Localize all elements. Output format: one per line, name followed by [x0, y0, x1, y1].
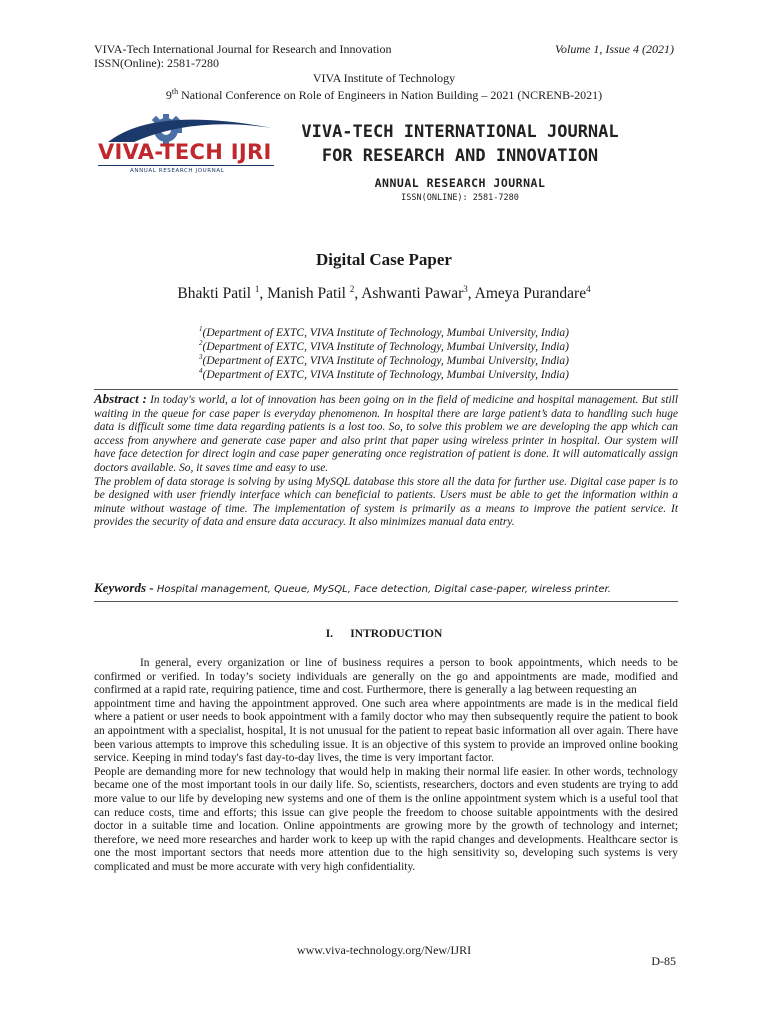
author-list: Bhakti Patil $^1$, Manish Patil $^2$, Ashwanti Pawar$^3$, Ameya Purandare$^4$	[177, 284, 591, 303]
page-number: D-85	[651, 954, 676, 968]
affiliation-2: $^2$(Department of EXTC, VIVA Institute of Technology, Mumbai University, India)	[199, 339, 569, 353]
banner-annual: ANNUAL RESEARCH JOURNAL	[374, 176, 546, 190]
keywords	[94, 580, 678, 596]
journal-logo	[94, 112, 278, 184]
affiliation-3: $^3$(Department of EXTC, VIVA Institute of Technology, Mumbai University, India)	[199, 353, 569, 367]
running-header-issn: ISSN(Online): 2581-7280	[94, 56, 219, 70]
logo-divider	[98, 165, 274, 166]
abstract-paragraph-2: The problem of data storage is solving by using MySQL database this store all the data for further use. Digital case paper is to be designed with user friendly interface which can beneficial to patients. Users must be able to get the information within a minute without wastage of time. The implementation of system is primarily as a means to improve the patient service. It provides the security of data and ensure data accuracy. It also minimizes manual data entry.	[94, 475, 678, 529]
affiliation-4: $^4$(Department of EXTC, VIVA Institute of Technology, Mumbai University, India)	[199, 367, 569, 381]
abstract-paragraph-1: In today's world, a lot of innovation has been going on in the field of medicine and hospital management. But still waiting in the queue for case paper is everyday phenomenon. In hospital there are large patient’s data to handling such huge data is difficult some time data regarding patients is a lost too. So, to solve this problem we are developing the app which can access from anywhere and generate case paper and also print that paper using wireless printer in hospital. Our system will have face detection for direct login and case paper generating once registration of patient is done. It will automatically assign doctors available. So, it saves time and easy to use.	[94, 394, 678, 474]
logo-subtext: ANNUAL RESEARCH JOURNAL	[130, 168, 225, 174]
body-paragraph-3: People are demanding more for new technology that would help in making their normal life easier. In other words, technology became one of the most important tools in our daily life. So, scientists, researchers, doctors and even students are trying to add more value to our life by developing new systems and one of them is the online appointment system which is a useful tool that can reduce costs, time and efforts; this issue can give people the freedom to choose suitable appointments with the desired doctor in a suitable time and location. Online appointments are growing more by the growth of technology and internet; therefore, we need more researches and harder work to keep up with the rapid changes and developments. Healthcare sector is one the most important sectors that needs more attention due to the high sensitivity so, developing such systems is very complicated and must be more accurate with very high confidentiality.	[94, 765, 678, 873]
running-header-journal: VIVA-Tech International Journal for Research and Innovation	[94, 42, 392, 56]
banner-line-2: FOR RESEARCH AND INNOVATION	[321, 146, 599, 166]
banner-issn: ISSN(ONLINE): 2581-7280	[401, 193, 519, 203]
logo-text: VIVA-TECH IJRI	[98, 140, 272, 164]
conference-line: 9th National Conference on Role of Engineers in Nation Building – 2021 (NCRENB-2021)	[165, 87, 603, 102]
keywords-list: Hospital management, Queue, MySQL, Face detection, Digital case-paper, wireless printer.	[156, 584, 611, 595]
paper-title: Digital Case Paper	[316, 250, 452, 269]
running-header-volume: Volume 1, Issue 4 (2021)	[555, 42, 674, 56]
affiliation-1: $^1$(Department of EXTC, VIVA Institute of Technology, Mumbai University, India)	[199, 325, 569, 339]
section-heading: I. INTRODUCTION	[325, 628, 443, 640]
abstract	[94, 392, 678, 530]
banner-line-1: VIVA-TECH INTERNATIONAL JOURNAL	[301, 122, 619, 142]
body-paragraph-2: appointment time and having the appointment approved. One such area where appointments are made is in the medical field where a patient or user needs to book appointment with a family doctor who may then subsequently require the patient to book an appointment with a specialist, hospital, It is not unusual for the patient to repeat basic information all over again. There have been various attempts to improve this scheduling issue. It is an objective of this system to provide an improved online booking service. Keeping in mind today's fast day-to-day lives, the time is very important factor.	[94, 697, 678, 765]
abstract-top-rule	[94, 389, 678, 390]
keywords-label: Keywords -	[94, 580, 157, 595]
institute-line: VIVA Institute of Technology	[312, 71, 456, 85]
introduction-body	[94, 657, 678, 875]
body-paragraph-1: In general, every organization or line of business requires a person to book appointments, which needs to be confirmed or verified. In today’s society individuals are generally on the go and appointments are made, modified and confirmed at a rapid rate, requiring patience, time and cost. Furthermore, there is generally a lag between requesting an	[94, 657, 678, 697]
footer-url[interactable]: www.viva-technology.org/New/IJRI	[296, 943, 472, 957]
abstract-label: Abstract :	[94, 391, 147, 406]
abstract-bottom-rule	[94, 601, 678, 602]
